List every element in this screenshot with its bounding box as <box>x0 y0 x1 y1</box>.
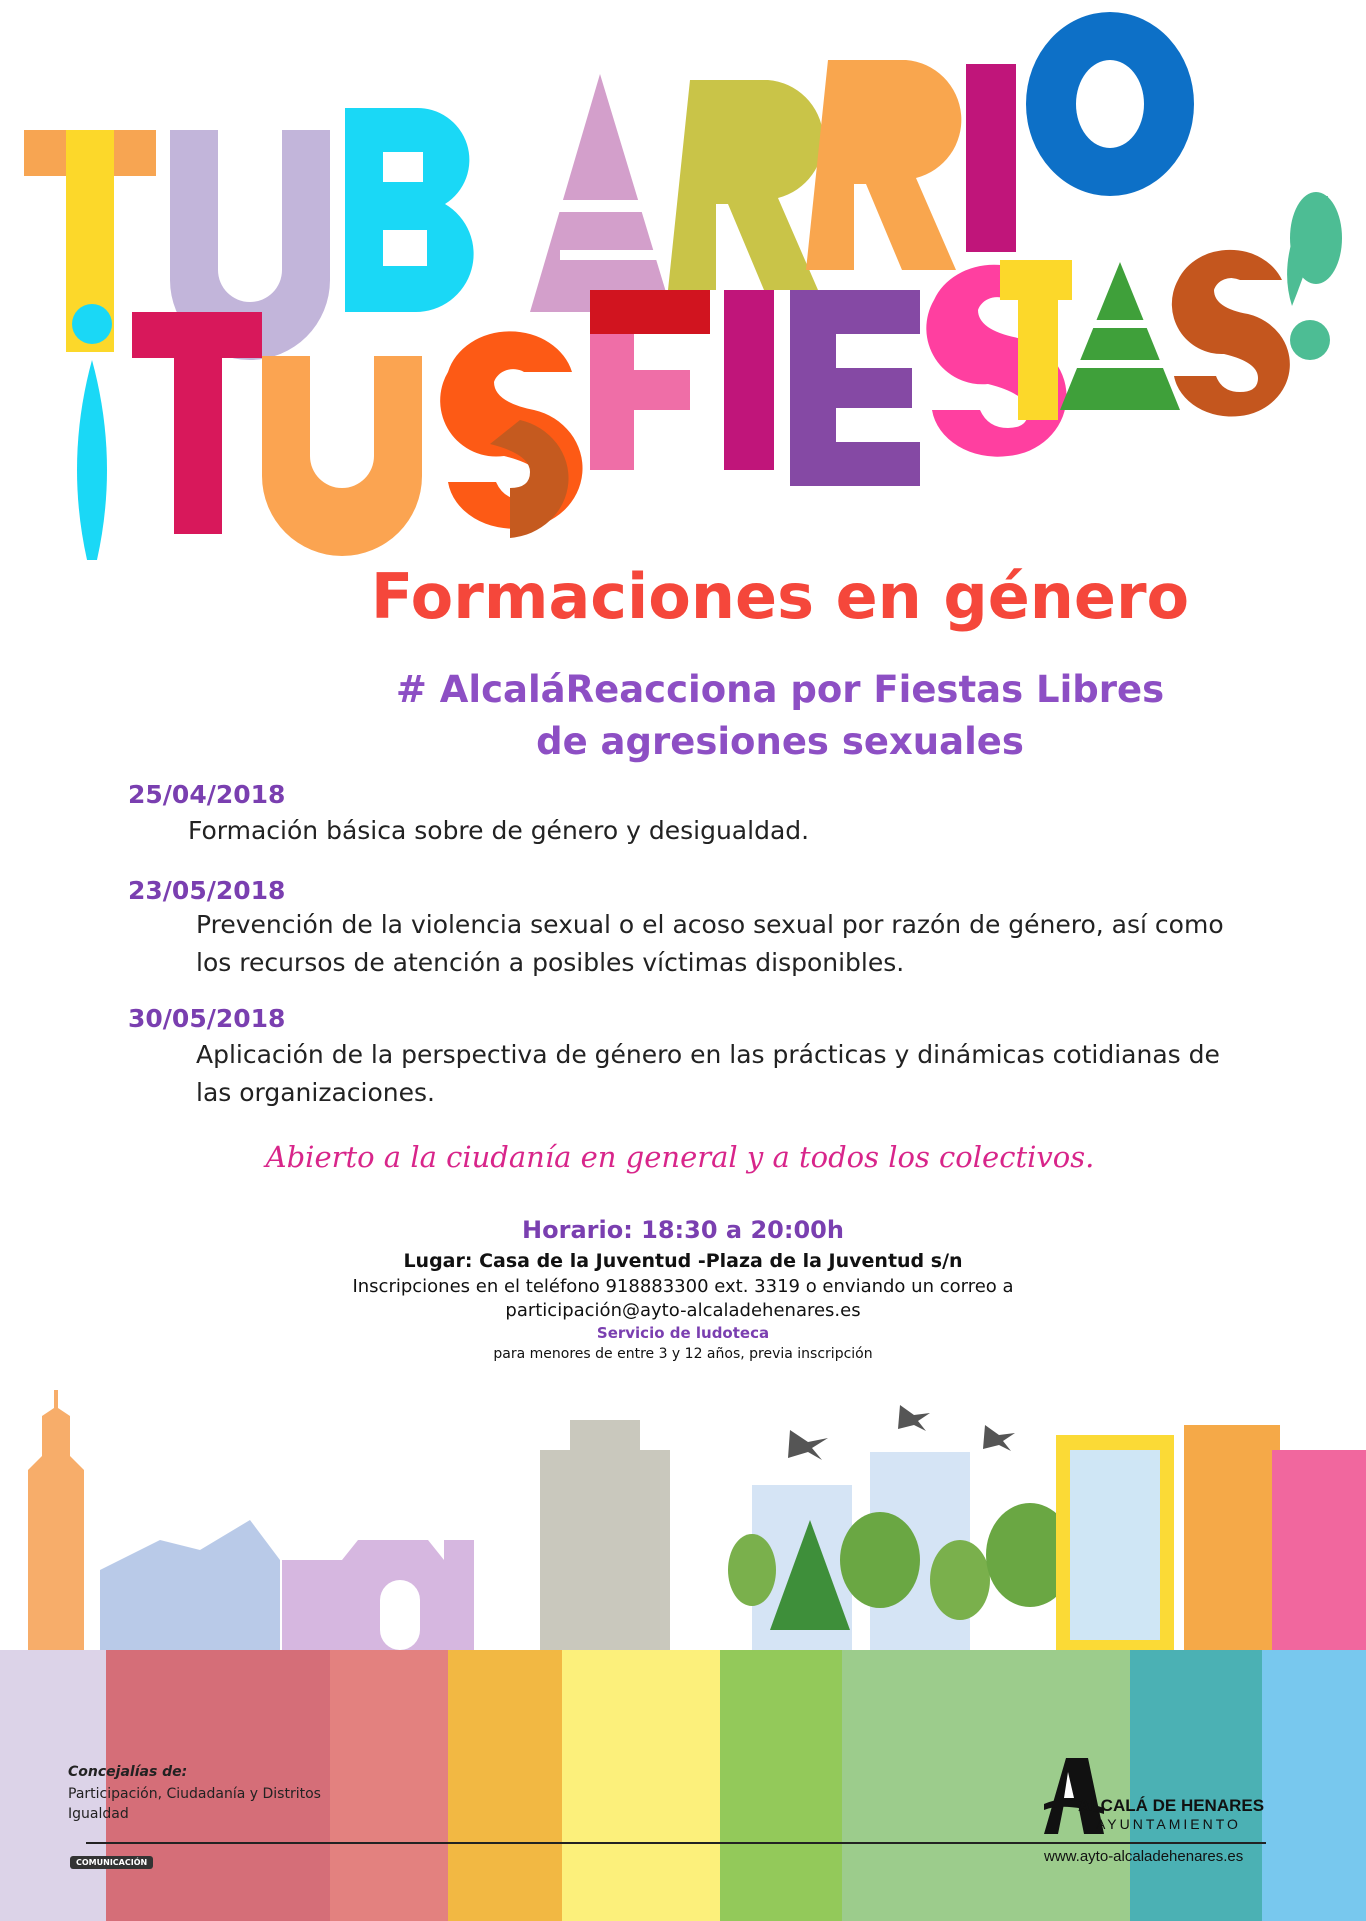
stripe <box>330 1650 448 1921</box>
hashtag-line1: # AlcaláReacciona por Fiestas Libres <box>395 668 1165 711</box>
church-tower-icon <box>28 1390 84 1650</box>
session-line: Formación básica sobre de género y desigualdad. <box>188 816 810 845</box>
registration-line1: Inscripciones en el teléfono 918883300 ext. 3319 o enviando un correo a <box>352 1276 1014 1297</box>
session-line: Aplicación de la perspectiva de género en las prácticas y dinámicas cotidianas de <box>196 1040 1220 1069</box>
logo-title: ALCALÁ DE HENARES <box>1078 1796 1265 1815</box>
communication-badge: COMUNICACIÓN <box>70 1856 153 1869</box>
hashtag <box>300 664 1260 768</box>
stripe <box>720 1650 842 1921</box>
footer-divider <box>86 1842 1266 1844</box>
session-description <box>196 1036 1220 1112</box>
session-line: Prevención de la violencia sexual o el acoso sexual por razón de género, así como <box>196 910 1224 939</box>
title-art <box>0 0 1366 560</box>
departments-heading: Concejalías de: <box>68 1764 188 1780</box>
session-line: las organizaciones. <box>196 1078 435 1107</box>
childcare-title: Servicio de ludoteca <box>596 1324 770 1342</box>
stripe <box>1262 1650 1366 1921</box>
department-1: Participación, Ciudadanía y Distritos <box>68 1786 321 1802</box>
stripe <box>448 1650 562 1921</box>
session-date: 23/05/2018 <box>128 876 286 905</box>
session-line: los recursos de atención a posibles víctimas disponibles. <box>196 948 905 977</box>
skyline-illustration <box>0 1380 1366 1660</box>
registration-email: participación@ayto-alcaladehenares.es <box>505 1300 861 1321</box>
stripe <box>562 1650 720 1921</box>
session-description <box>188 812 809 850</box>
session-date: 25/04/2018 <box>128 780 286 809</box>
website-link[interactable]: www.ayto-alcaladehenares.es <box>1044 1848 1244 1865</box>
stork-icon <box>788 1405 1015 1460</box>
open-to-text: Abierto a la ciudanía en general y a todos los colectivos. <box>265 1140 1095 1174</box>
logo-subtitle: AYUNTAMIENTO <box>1096 1816 1241 1832</box>
department-2: Igualdad <box>68 1806 129 1822</box>
session-date: 30/05/2018 <box>128 1004 286 1033</box>
stripe <box>1130 1650 1262 1921</box>
hashtag-line2: de agresiones sexuales <box>536 720 1024 763</box>
location: Lugar: Casa de la Juventud -Plaza de la Juventud s/n <box>403 1250 963 1272</box>
schedule: Horario: 18:30 a 20:00h <box>522 1216 844 1244</box>
subtitle: Formaciones en género <box>370 560 1190 633</box>
childcare-detail: para menores de entre 3 y 12 años, previa inscripción <box>493 1346 873 1362</box>
session-description <box>196 906 1224 982</box>
